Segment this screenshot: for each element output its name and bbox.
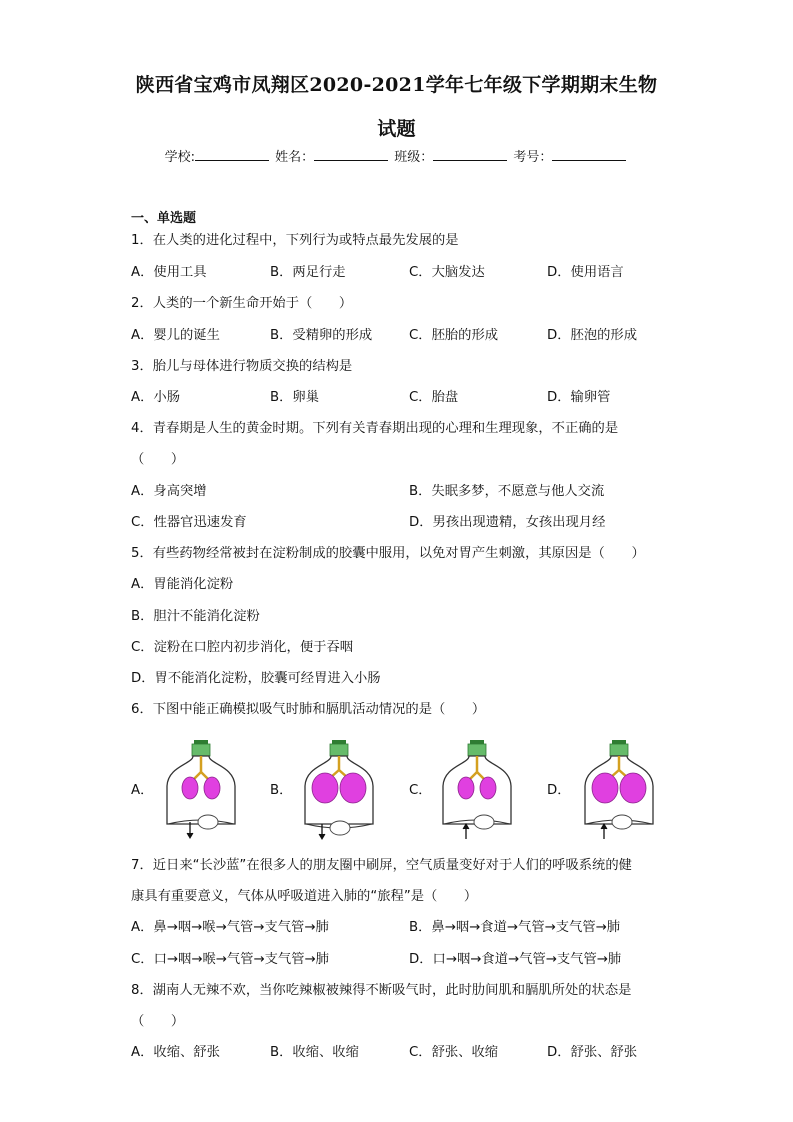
q4-option-a[interactable]: A．身高突增 [131, 484, 207, 499]
q7-option-b[interactable]: B．鼻→咽→食道→气管→支气管→肺 [409, 920, 621, 935]
right-lung-balloon [340, 773, 366, 803]
q6-option-b[interactable]: B． [270, 783, 293, 798]
trachea-tube [193, 756, 209, 780]
hand-icon [198, 815, 218, 829]
left-lung-balloon [592, 773, 618, 803]
exam-number-label: 考号： [513, 150, 553, 165]
q3-option-b[interactable]: B．卵巢 [270, 390, 320, 405]
right-lung-balloon [480, 777, 496, 799]
question-1-stem: 1．在人类的进化过程中，下列行为或特点最先发展的是 [131, 233, 459, 248]
q3-option-c[interactable]: C．胎盘 [409, 390, 459, 405]
school-label: 学校: [164, 150, 195, 165]
q8-option-b[interactable]: B．收缩、收缩 [270, 1045, 359, 1060]
q4-option-b[interactable]: B．失眠多梦，不愿意与他人交流 [409, 484, 605, 499]
q7-option-d[interactable]: D．口→咽→食道→气管→支气管→肺 [409, 952, 622, 967]
question-7-stem: 7．近日来“长沙蓝”在很多人的朋友圈中刷屏，空气质量变好对于人们的呼吸系统的健 [131, 858, 632, 873]
q5-option-a[interactable]: A．胃能消化淀粉 [131, 577, 234, 592]
page-title-line1: 陕西省宝鸡市凤翔区2020-2021学年七年级下学期期末生物 [135, 74, 658, 96]
q8-option-d[interactable]: D．舒张、舒张 [547, 1045, 638, 1060]
right-lung-balloon [204, 777, 220, 799]
bell-jar-figure-c[interactable] [438, 736, 516, 842]
section-title: 一、单选题 [131, 211, 197, 226]
question-3-stem: 3．胎儿与母体进行物质交换的结构是 [131, 359, 353, 374]
right-lung-balloon [620, 773, 646, 803]
stopper [192, 744, 210, 756]
left-lung-balloon [312, 773, 338, 803]
q1-option-c[interactable]: C．大脑发达 [409, 265, 485, 280]
stopper-cap [194, 740, 208, 744]
trachea-tube [330, 756, 348, 778]
student-info-row [0, 146, 793, 165]
q8-option-a[interactable]: A．收缩、舒张 [131, 1045, 220, 1060]
q4-option-c[interactable]: C．性器官迅速发育 [131, 515, 247, 530]
question-5-stem: 5．有些药物经常被封在淀粉制成的胶囊中服用，以免对胃产生刺激，其原因是（ ） [131, 546, 645, 561]
name-label: 姓名： [275, 150, 315, 165]
q5-option-c[interactable]: C．淀粉在口腔内初步消化，便于吞咽 [131, 640, 354, 655]
stopper-cap [612, 740, 626, 744]
question-7-stem-cont: 康具有重要意义，气体从呼吸道进入肺的“旅程”是（ ） [131, 889, 478, 904]
name-blank[interactable] [314, 146, 388, 161]
class-label: 班级： [394, 150, 434, 165]
q6-option-a[interactable]: A． [131, 783, 154, 798]
q5-option-b[interactable]: B．胆汁不能消化淀粉 [131, 609, 260, 624]
question-6-stem: 6．下图中能正确模拟吸气时肺和膈肌活动情况的是（ ） [131, 702, 486, 717]
bell-jar-figure-a[interactable] [162, 736, 240, 842]
question-4-stem: 4．青春期是人生的黄金时期。下列有关青春期出现的心理和生理现象，不正确的是 [131, 421, 619, 436]
q6-option-c[interactable]: C． [409, 783, 432, 798]
stopper [610, 744, 628, 756]
q2-option-d[interactable]: D．胚泡的形成 [547, 328, 638, 343]
q8-option-c[interactable]: C．舒张、收缩 [409, 1045, 499, 1060]
hand-icon [612, 815, 632, 829]
q2-option-a[interactable]: A．婴儿的诞生 [131, 328, 220, 343]
left-lung-balloon [182, 777, 198, 799]
question-8-stem-cont: （ ） [131, 1014, 185, 1029]
arrowhead-down [319, 834, 325, 839]
school-blank[interactable] [195, 146, 269, 161]
exam-number-blank[interactable] [552, 146, 626, 161]
q7-option-a[interactable]: A．鼻→咽→喉→气管→支气管→肺 [131, 920, 329, 935]
q1-option-a[interactable]: A．使用工具 [131, 265, 207, 280]
arrowhead-up [601, 824, 607, 829]
trachea-tube [469, 756, 485, 780]
trachea-tube [610, 756, 628, 778]
q1-option-b[interactable]: B．两足行走 [270, 265, 346, 280]
q3-option-d[interactable]: D．输卵管 [547, 390, 611, 405]
arrowhead-up [463, 824, 469, 829]
hand-icon [474, 815, 494, 829]
stopper [330, 744, 348, 756]
question-2-stem: 2．人类的一个新生命开始于（ ） [131, 296, 353, 311]
question-8-stem: 8．湖南人无辣不欢，当你吃辣椒被辣得不断吸气时，此时肋间肌和膈肌所处的状态是 [131, 983, 632, 998]
class-blank[interactable] [433, 146, 507, 161]
question-4-stem-cont: （ ） [131, 452, 185, 467]
stopper-cap [470, 740, 484, 744]
q2-option-b[interactable]: B．受精卵的形成 [270, 328, 373, 343]
page-title-line2: 试题 [377, 118, 416, 140]
q7-option-c[interactable]: C．口→咽→喉→气管→支气管→肺 [131, 952, 329, 967]
stopper [468, 744, 486, 756]
q6-option-d[interactable]: D． [547, 783, 571, 798]
q1-option-d[interactable]: D．使用语言 [547, 265, 624, 280]
q2-option-c[interactable]: C．胚胎的形成 [409, 328, 499, 343]
q5-option-d[interactable]: D．胃不能消化淀粉，胶囊可经胃进入小肠 [131, 671, 381, 686]
bell-jar-figure-d[interactable] [580, 736, 658, 842]
bell-jar-figure-b[interactable] [300, 736, 378, 842]
left-lung-balloon [458, 777, 474, 799]
arrowhead-down [187, 833, 193, 838]
hand-icon [330, 821, 350, 835]
q4-option-d[interactable]: D．男孩出现遗精，女孩出现月经 [409, 515, 606, 530]
q3-option-a[interactable]: A．小肠 [131, 390, 180, 405]
stopper-cap [332, 740, 346, 744]
